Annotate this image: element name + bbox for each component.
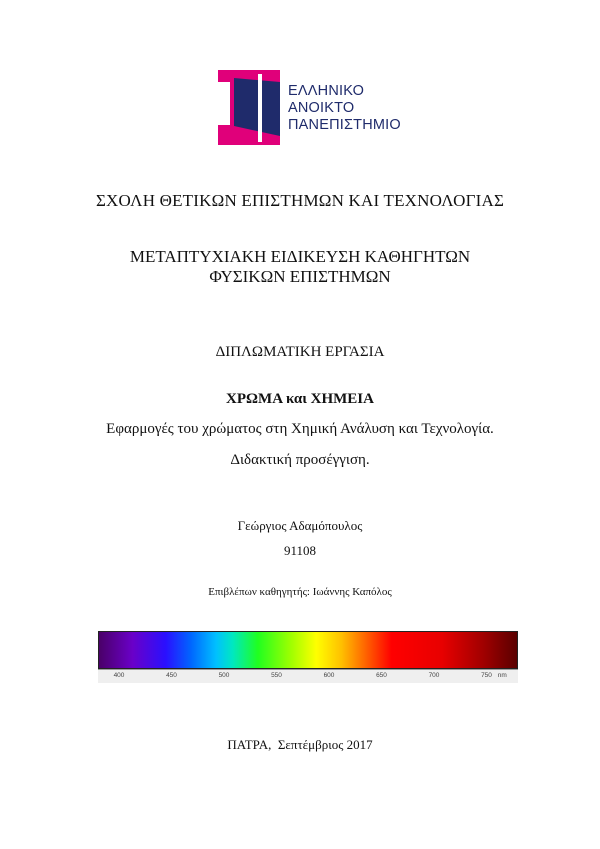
spectrum-tick-750: 750 [481, 672, 492, 679]
spectrum-tick-650: 650 [376, 672, 387, 679]
logo-line-3: ΠΑΝΕΠΙΣΤΗΜΙΟ [288, 117, 401, 133]
spectrum-axis [98, 669, 518, 683]
school-name: ΣΧΟΛΗ ΘΕΤΙΚΩΝ ΕΠΙΣΤΗΜΩΝ ΚΑΙ ΤΕΧΝΟΛΟΓΙΑΣ [95, 191, 505, 210]
program-name [0, 247, 600, 287]
thesis-label: ΔΙΠΛΩΜΑΤΙΚΗ ΕΡΓΑΣΙΑ [215, 344, 385, 360]
spectrum-tick-550: 550 [271, 672, 282, 679]
thesis-subtitle-2: Διδακτική προσέγγιση. [230, 452, 370, 468]
spectrum-tick-500: 500 [218, 672, 230, 679]
visible-spectrum-image [98, 631, 518, 683]
spectrum-tick-400: 400 [113, 672, 125, 679]
program-line-1: ΜΕΤΑΠΤΥΧΙΑΚΗ ΕΙΔΙΚΕΥΣΗ ΚΑΘΗΓΗΤΩΝ [129, 247, 471, 266]
supervisor: Επιβλέπων καθηγητής: Ιωάννης Καπόλος [208, 586, 392, 598]
thesis-title: ΧΡΩΜΑ και ΧΗΜΕΙΑ [226, 391, 374, 407]
spectrum-color-bar [98, 631, 518, 669]
thesis-subtitle-1: Εφαρμογές του χρώματος στη Χημική Ανάλυση και Τεχνολογία. [106, 421, 494, 437]
logo-wordmark [288, 83, 401, 134]
logo-line-1: ΕΛΛΗΝΙΚΟ [288, 83, 365, 99]
spectrum-unit: nm [497, 672, 507, 679]
student-id: 91108 [283, 543, 317, 558]
logo-line-2: ΑΝΟΙΚΤΟ [288, 100, 355, 116]
spectrum-tick-700: 700 [428, 672, 440, 679]
author-name: Γεώργιος Αδαμόπουλος [237, 518, 363, 533]
logo-navy-shape [234, 78, 280, 136]
spectrum-tick-600: 600 [323, 672, 335, 679]
logo-white-gap [258, 74, 262, 142]
spectrum-tick-450: 450 [166, 672, 177, 679]
place-date: ΠΑΤΡΑ, Σεπτέμβριος 2017 [227, 737, 373, 752]
program-line-2: ΦΥΣΙΚΩΝ ΕΠΙΣΤΗΜΩΝ [209, 267, 391, 286]
